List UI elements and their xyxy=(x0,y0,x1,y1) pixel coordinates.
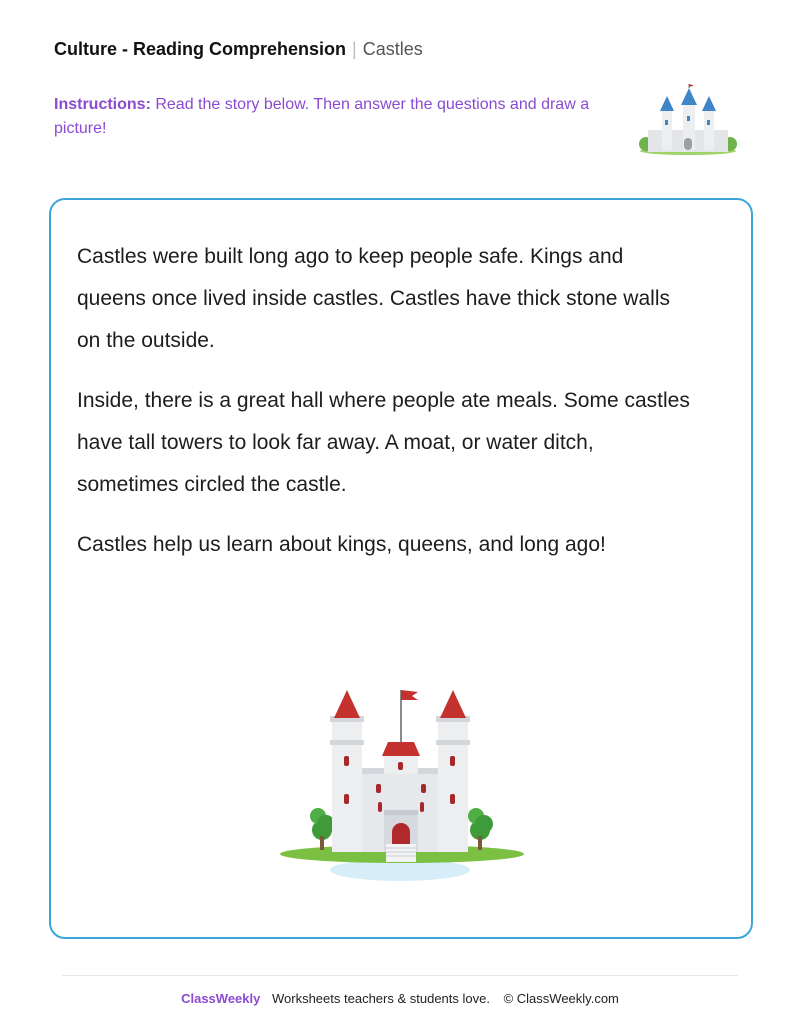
castle-illustration xyxy=(278,684,526,884)
page-header xyxy=(54,38,423,60)
footer-divider xyxy=(62,975,738,976)
instructions-text: Read the story below. Then answer the questions and draw a picture! xyxy=(54,96,590,137)
page-footer xyxy=(0,990,800,1008)
instructions-label: Instructions: xyxy=(54,96,151,113)
title-separator: | xyxy=(352,39,357,59)
footer-tagline: Worksheets teachers & students love. xyxy=(271,991,490,1006)
worksheet-title: Culture - Reading Comprehension xyxy=(54,39,347,59)
castle-icon xyxy=(638,84,738,156)
footer-brand: ClassWeekly xyxy=(181,991,261,1006)
footer-copyright: © ClassWeekly.com xyxy=(503,991,619,1006)
story-paragraph: Castles help us learn about kings, queens, and long ago! xyxy=(77,533,606,556)
instructions xyxy=(54,93,614,141)
worksheet-topic: Castles xyxy=(362,39,423,59)
story-text xyxy=(77,236,697,584)
story-paragraph: Inside, there is a great hall where people ate meals. Some castles have tall towers to look far away. A moat, or water ditch, sometimes circled the castle. xyxy=(77,389,690,496)
story-paragraph: Castles were built long ago to keep people safe. Kings and queens once lived inside castles. Castles have thick stone walls on the outside. xyxy=(77,245,670,352)
